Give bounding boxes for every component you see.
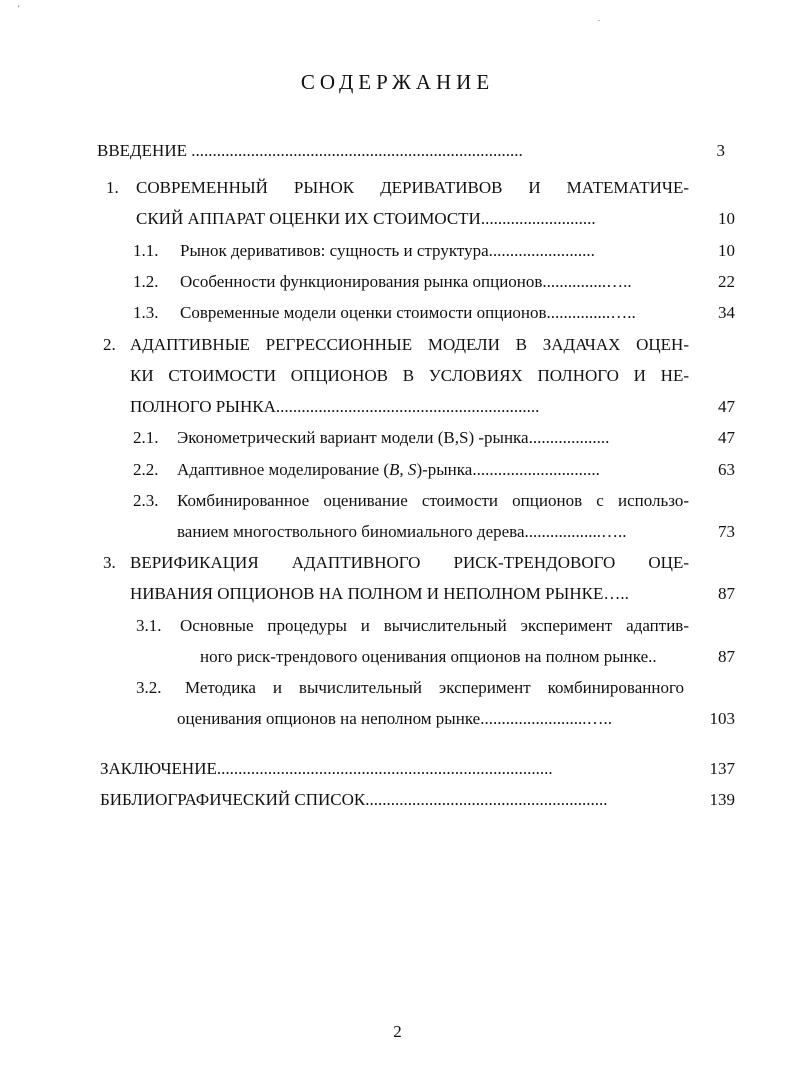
page-title: СОДЕРЖАНИЕ (300, 70, 495, 94)
toc-s3-1-page: 87 (718, 647, 735, 666)
toc-s2-title-line1: АДАПТИВНЫЕ РЕГРЕССИОННЫЕ МОДЕЛИ В ЗАДАЧАХ ОЦЕН- (130, 335, 689, 354)
toc-s2-1-title: Эконометрический вариант модели (B,S) -рынка................... (177, 428, 610, 447)
toc-s1-1-title: Рынок деривативов: сущность и структура......................... (180, 241, 595, 260)
toc-s1-2-number: 1.2. (133, 272, 159, 291)
toc-s1-1-page: 10 (718, 241, 735, 260)
toc-s3-2-page: 103 (709, 709, 735, 728)
toc-s3-number: 3. (103, 553, 116, 572)
toc-s3-title-line2: НИВАНИЯ ОПЦИОНОВ НА ПОЛНОМ И НЕПОЛНОМ РЫНКЕ….. (130, 584, 629, 603)
toc-s2-3-title-line2: ванием многоствольного биномиального дерева..................….. (177, 522, 627, 541)
toc-bibliography-page: 139 (709, 790, 735, 809)
toc-s1-3-number: 1.3. (133, 303, 159, 322)
toc-s1-1-number: 1.1. (133, 241, 159, 260)
toc-s2-1-page: 47 (718, 428, 735, 447)
toc-s2-3-number: 2.3. (133, 491, 159, 510)
toc-s3-2-number: 3.2. (136, 678, 162, 697)
toc-s1-3-page: 34 (718, 303, 735, 322)
toc-s2-2-title (177, 459, 600, 481)
toc-s2-page: 47 (718, 397, 735, 416)
toc-s3-1-number: 3.1. (136, 616, 162, 635)
scan-mark: . (598, 14, 600, 23)
toc-s2-2-page: 63 (718, 460, 735, 479)
toc-bibliography-title: БИБЛИОГРАФИЧЕСКИЙ СПИСОК......................................................... (100, 790, 608, 809)
toc-s1-page: 10 (718, 209, 735, 228)
toc-s3-1-title-line2: ного риск-трендового оценивания опционов на полном рынке.. (200, 647, 657, 666)
toc-s1-title-line2: СКИЙ АППАРАТ ОЦЕНКИ ИХ СТОИМОСТИ........................... (136, 209, 596, 228)
toc-s3-title-line1: ВЕРИФИКАЦИЯ АДАПТИВНОГО РИСК-ТРЕНДОВОГО ОЦЕ- (130, 553, 689, 572)
toc-intro-page: 3 (716, 141, 725, 160)
page-number: 2 (393, 1022, 402, 1041)
toc-s1-title-line1: СОВРЕМЕННЫЙ РЫНОК ДЕРИВАТИВОВ И МАТЕМАТИЧЕ- (136, 178, 689, 197)
toc-s3-page: 87 (718, 584, 735, 603)
toc-s2-2-title-c: )-рынка.............................. (416, 460, 600, 479)
scan-mark: ' (18, 4, 20, 13)
toc-s2-title-line3: ПОЛНОГО РЫНКА.............................................................. (130, 397, 540, 416)
toc-s2-2-title-a: Адаптивное моделирование ( (177, 460, 390, 479)
toc-intro-title: ВВЕДЕНИЕ .............................................................................. (97, 141, 523, 160)
toc-s2-2-number: 2.2. (133, 460, 159, 479)
toc-s1-number: 1. (106, 178, 119, 197)
toc-s3-2-title-line1: Методика и вычислительный эксперимент комбинированного (185, 678, 684, 697)
toc-s1-2-page: 22 (718, 272, 735, 291)
toc-s2-3-title-line1: Комбинированное оценивание стоимости опционов с использо- (177, 491, 689, 510)
toc-s3-2-title-line2: оценивания опционов на неполном рынке.........................….. (177, 709, 612, 728)
toc-s2-number: 2. (103, 335, 116, 354)
toc-s1-2-title: Особенности функционирования рынка опционов...............….. (180, 272, 632, 291)
toc-s2-2-title-italic: B, S (389, 460, 417, 479)
toc-conclusion-title: ЗАКЛЮЧЕНИЕ............................................................................... (100, 759, 553, 778)
toc-conclusion-page: 137 (709, 759, 735, 778)
toc-s2-1-number: 2.1. (133, 428, 159, 447)
toc-s2-3-page: 73 (718, 522, 735, 541)
toc-s2-title-line2: КИ СТОИМОСТИ ОПЦИОНОВ В УСЛОВИЯХ ПОЛНОГО И НЕ- (130, 366, 689, 385)
toc-s3-1-title-line1: Основные процедуры и вычислительный эксперимент адаптив- (180, 616, 689, 635)
toc-s1-3-title: Современные модели оценки стоимости опционов...............….. (180, 303, 636, 322)
